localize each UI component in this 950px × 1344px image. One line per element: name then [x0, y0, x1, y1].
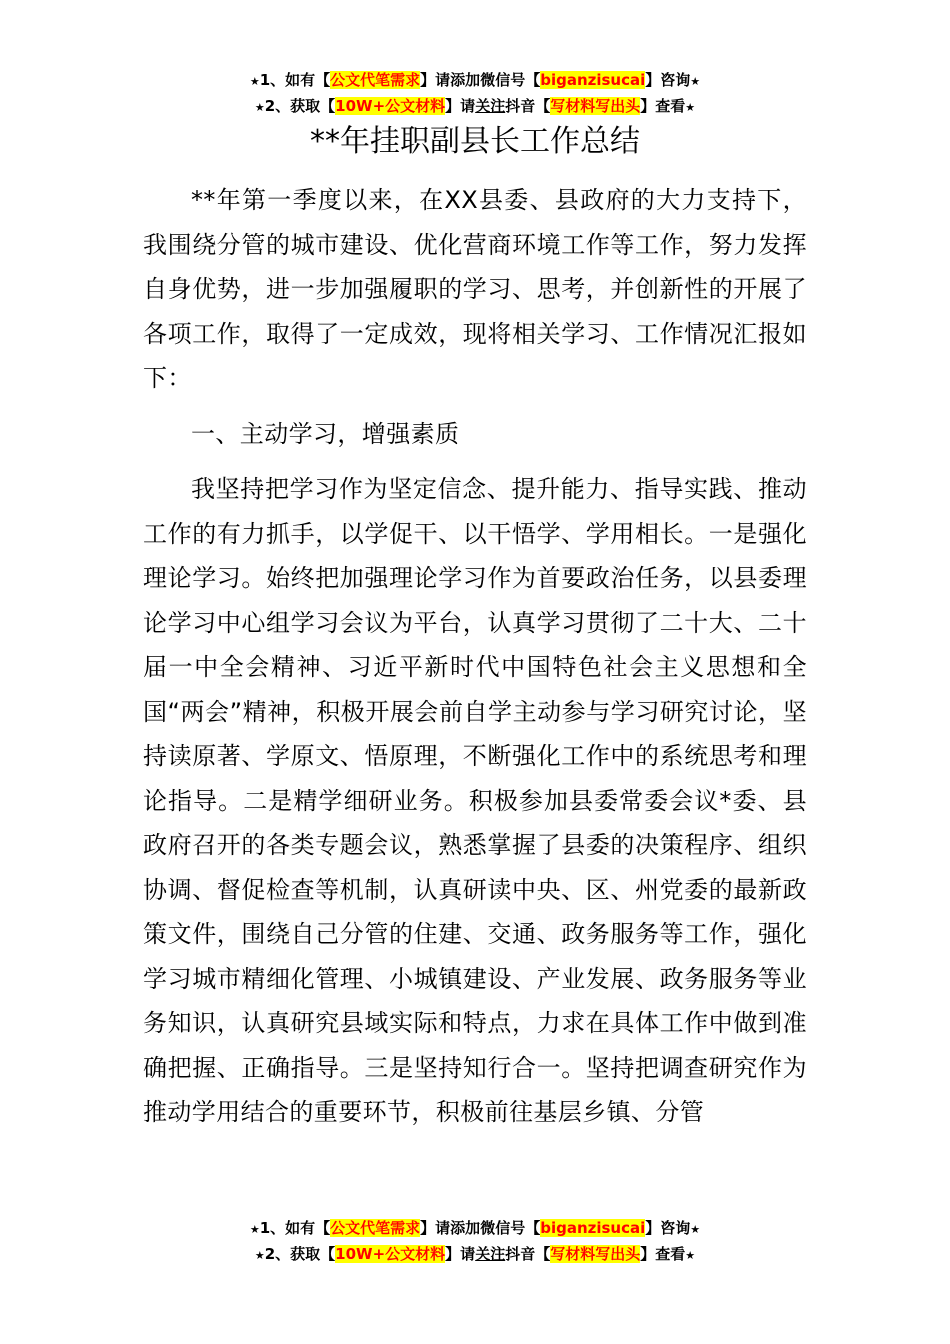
document-title: **年挂职副县长工作总结: [310, 124, 640, 159]
banner-text-underlined: 关注: [475, 1245, 506, 1263]
banner-text: 2、获取【: [264, 1245, 336, 1263]
banner-line-1: [0, 1216, 950, 1242]
star-icon: ★: [685, 101, 696, 114]
banner-text: 】请添: [420, 71, 466, 89]
banner-text: 抖音【: [505, 97, 551, 115]
star-icon: ★: [249, 75, 260, 88]
star-icon: ★: [690, 75, 701, 88]
banner-text: 2、获取【: [264, 97, 336, 115]
footer-banner: [0, 1216, 950, 1268]
section-paragraph: 我坚持把学习作为坚定信念、提升能力、指导实践、推动工作的有力抓手，以学促干、以干悟学、学用相长。一是强化理论学习。始终把加强理论学习作为首要政治任务，以县委理论学习中心组学习会议为平台，认真学习贯彻了二十大、二十届一中全会精神、习近平新时代中国特色社会主义思想和全国“两会”精神，积极开展会前自学主动参与学习研究讨论，坚持读原著、学原文、悟原理，不断强化工作中的系统思考和理论指导。二是精学细研业务。积极参加县委常委会议*委、县政府召开的各类专题会议，熟悉掌握了县委的决策程序、组织协调、督促检查等机制，认真研读中央、区、州党委的最新政策文件，围绕自己分管的住建、交通、政务服务等工作，强化学习城市精细化管理、小城镇建设、产业发展、政务服务等业务知识，认真研究县域实际和特点，力求在具体工作中做到准确把握、正确指导。三是坚持知行合一。坚持把调查研究作为推动学用结合的重要环节，积极前往基层乡镇、分管: [143, 475, 807, 1126]
intro-paragraph: **年第一季度以来，在XX县委、县政府的大力支持下，我围绕分管的城市建设、优化营商环境工作等工作，努力发挥自身优势，进一步加强履职的学习、思考，并创新性的开展了各项工作，取得了一定成效，现将相关学习、工作情况汇报如下：: [143, 186, 807, 392]
banner-text: 】查看: [640, 97, 686, 115]
banner-text: 】咨询: [645, 71, 691, 89]
banner-text: 】咨询: [645, 1219, 691, 1237]
banner-text-emphasis: 加: [465, 1219, 481, 1237]
banner-line-2: [0, 1242, 950, 1268]
star-icon: ★: [249, 1223, 260, 1236]
banner-text: 】请: [445, 1245, 476, 1263]
banner-text: 抖音【: [505, 1245, 551, 1263]
banner-line-1: [0, 68, 950, 94]
banner-text: 】请添: [420, 1219, 466, 1237]
star-icon: ★: [254, 1249, 265, 1262]
star-icon: ★: [690, 1223, 701, 1236]
banner-text: 微信号【: [480, 1219, 541, 1237]
banner-text: 微信号【: [480, 71, 541, 89]
banner-highlight: 公文代笔需求: [330, 71, 421, 89]
banner-text-underlined: 关注: [475, 97, 506, 115]
banner-highlight: 写材料写出头: [550, 1245, 641, 1263]
banner-highlight: 10W+公文材料: [335, 1245, 446, 1263]
banner-highlight: 10W+公文材料: [335, 97, 446, 115]
banner-text: 】查看: [640, 1245, 686, 1263]
star-icon: ★: [254, 101, 265, 114]
banner-text: 1、如有【: [259, 1219, 331, 1237]
section-heading: 一、主动学习，增强素质: [191, 419, 460, 448]
banner-text: 】请: [445, 97, 476, 115]
star-icon: ★: [685, 1249, 696, 1262]
banner-line-2: [0, 94, 950, 120]
banner-text-emphasis: 加: [465, 71, 481, 89]
header-banner: [0, 68, 950, 120]
banner-highlight: 公文代笔需求: [330, 1219, 421, 1237]
banner-highlight: biganzisucai: [540, 71, 646, 89]
banner-highlight: 写材料写出头: [550, 97, 641, 115]
banner-text: 1、如有【: [259, 71, 331, 89]
banner-highlight: biganzisucai: [540, 1219, 646, 1237]
document-body: [143, 178, 807, 1135]
